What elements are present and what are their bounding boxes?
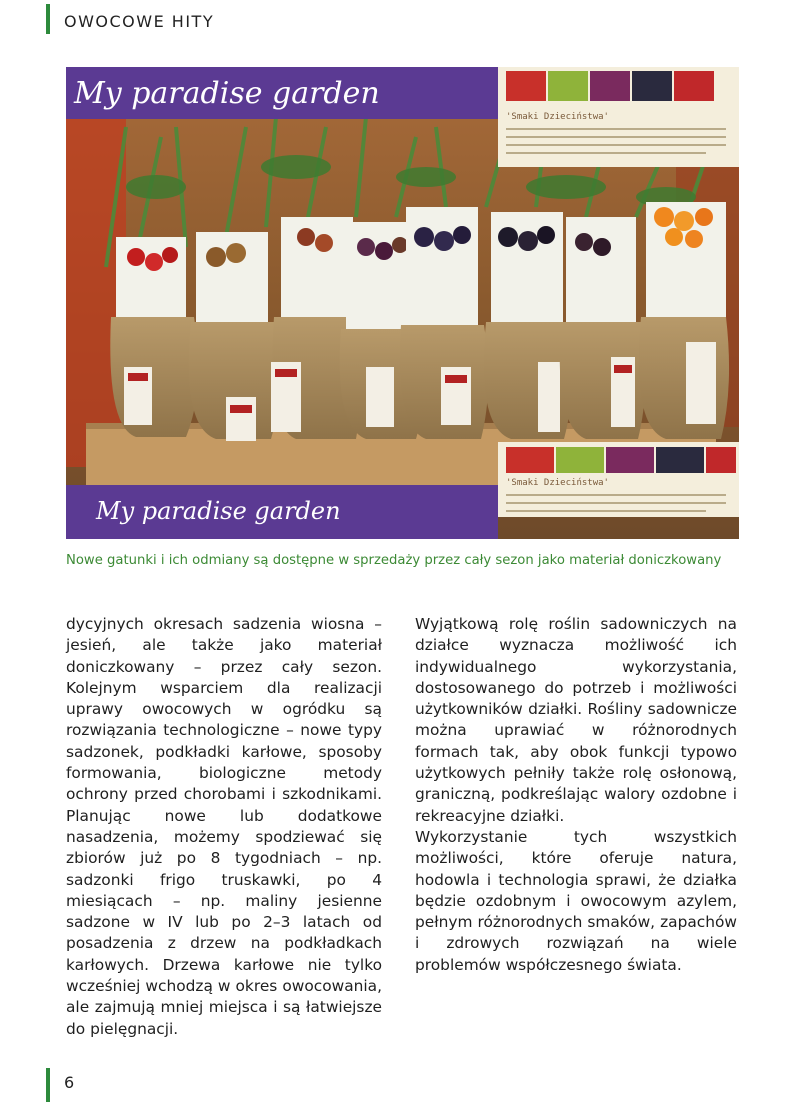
header-accent-bar	[46, 4, 50, 34]
paragraph: Wyjątkową rolę roślin sadowniczych na działce wyznacza możliwość ich indywidualnego wykorzystania, dostosowanego do potrzeb i możliwości użytkowników działki. Rośliny sadownicze można uprawiać w różnorodnych formach tak, aby obok funkcji typowo użytkowych pełniły także rolę osłonową, graniczną, podkreślając walory ozdobne i rekreacyjne działki.	[415, 615, 737, 825]
paragraph: Wykorzystanie tych wszystkich możliwości, które oferuje natura, hodowla i technologia sprawi, że działka będzie ozdobnym i owocowym azylem, pełnym różnorodnych smaków, zapachów i zdrowych rozwiązań na wiele problemów współczesnego świata.	[415, 827, 737, 974]
paragraph: dycyjnych okresach sadzenia wiosna – jesień, ale także jako materiał doniczkowany – przez cały sezon. Kolejnym wsparciem dla realizacji uprawy owocowych w ogródku są rozwiązania technologiczne – nowe typy sadzonek, podkładki karłowe, sposoby formowania, biologiczne metody ochrony przed chorobami i szkodnikami. Planując nowe lub dodatkowe nasadzenia, możemy spodziewać się zbiorów już po 8 tygodniach – np. sadzonki frigo truskawki, po 4 miesiącach – np. maliny jesienne sadzone w IV lub po 2–3 latach od posadzenia z drzew na podkładkach karłowych. Drzewa karłowe nie tylko wcześniej wchodzą w okres owocowania, ale zajmują mniej miejsca i są łatwiejsze do pielęgnacji.	[66, 615, 382, 1038]
section-title: OWOCOWE HITY	[64, 12, 215, 31]
footer-accent-bar	[46, 1068, 50, 1102]
panel-label-bottom: 'Smaki Dzieciństwa'	[506, 478, 609, 488]
article-column-left	[66, 614, 382, 1040]
panel-label-top: 'Smaki Dzieciństwa'	[506, 112, 609, 122]
product-display-photo	[66, 67, 739, 539]
banner-bottom-text: My paradise garden	[96, 497, 341, 525]
photo-caption: Nowe gatunki i ich odmiany są dostępne w sprzedaży przez cały sezon jako materiał doniczkowany	[66, 553, 722, 568]
page-number: 6	[64, 1073, 75, 1092]
article-column-right	[415, 614, 737, 976]
banner-top-text: My paradise garden	[74, 76, 380, 111]
